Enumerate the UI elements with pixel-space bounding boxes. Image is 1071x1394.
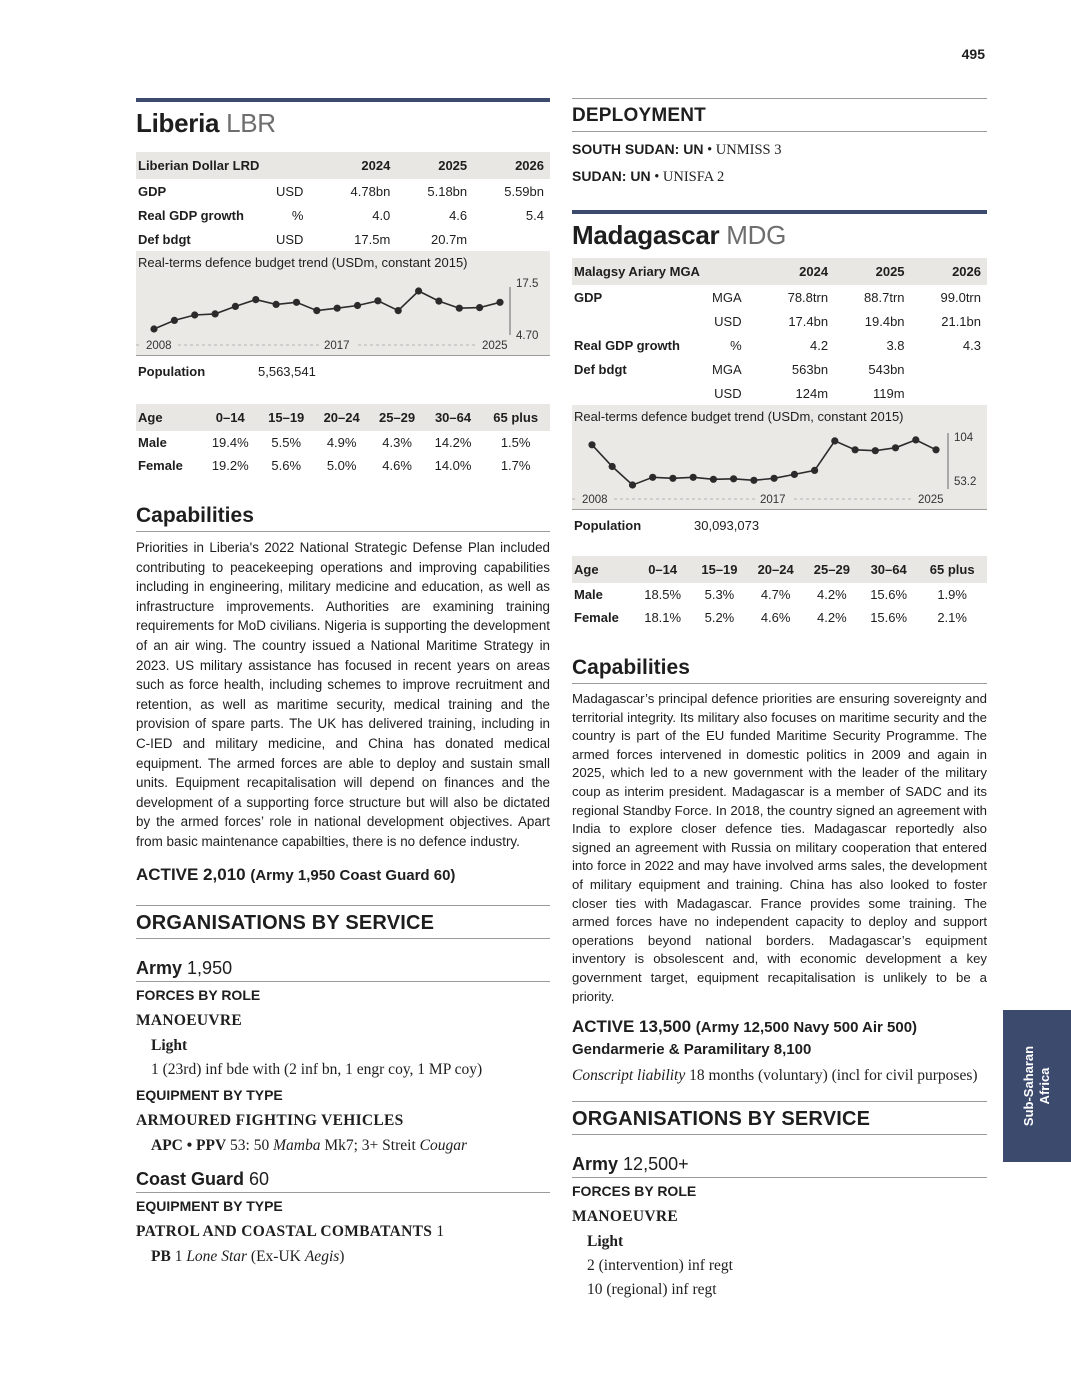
age-cell: 18.5% [644,587,682,602]
deployment-title: DEPLOYMENT [572,98,987,132]
capabilities-title: Capabilities [136,503,550,532]
population-value: 5,563,541 [258,363,316,379]
trend-point [750,477,757,484]
age-header: 25–29 [804,556,860,583]
active-strength [572,1016,987,1039]
row-value: 5.59bn [504,183,544,199]
trend-point [171,317,178,324]
row-value: 563bn [791,361,829,377]
year-header: 2026 [473,152,550,179]
population-label: Population [138,363,206,379]
tab-label-line: Sub-Saharan [1021,1045,1036,1127]
trend-point [415,287,422,294]
age-table-header [136,404,550,431]
row-unit: USD [714,313,742,329]
active-detail: (Army 12,500 Navy 500 Air 500) [695,1019,918,1037]
conscript-text: 18 months (voluntary) (incl for civil purposes) [689,1067,978,1085]
economic-row [572,309,987,333]
trend-max-label: 104 [954,432,974,444]
trend-point [252,296,259,303]
age-cell: 4.7% [760,587,791,602]
age-row-label: Male [574,587,603,602]
light-heading: Light [151,1036,188,1054]
row-label: Real GDP growth [574,337,680,353]
economic-row [572,357,987,381]
country-name: Madagascar [572,220,720,250]
age-cell: 5.0% [326,458,357,473]
service-count: 12,500+ [623,1154,689,1175]
conscript-line [572,1065,987,1087]
age-cell: 4.2% [817,610,847,625]
trend-point [232,303,239,310]
pb-count: 1 [174,1247,183,1265]
trend-svg [572,405,987,509]
age-header: Age [136,404,202,431]
age-row-label: Male [138,435,167,450]
age-header: 65 plus [917,556,987,583]
deployment-mission: • UNMISS 3 [707,142,782,158]
active-main: ACTIVE 2,010 [136,864,246,884]
trend-point [710,476,717,483]
active-main: ACTIVE 13,500 [572,1017,692,1037]
age-cell: 5.5% [271,435,302,450]
economic-table [572,258,987,405]
trend-point [852,446,859,453]
deployment-place: SOUTH SUDAN: UN [572,141,704,157]
x-label-mid: 2017 [324,340,350,352]
row-value: 124m [795,385,829,401]
row-value: 3.8 [886,337,905,353]
age-cell: 15.6% [870,587,908,602]
trend-point [354,302,361,309]
trend-title: Real-terms defence budget trend (USDm, constant 2015) [138,255,468,270]
manoeuvre-heading: MANOEUVRE [572,1208,679,1226]
trend-line [592,440,936,485]
deployment-row [572,163,987,190]
trend-point [293,299,300,306]
economic-row [572,381,987,405]
economic-row [136,179,550,203]
trend-point [669,475,676,482]
row-label: GDP [138,183,167,199]
country-title-bar [572,210,987,214]
pb-close: ) [339,1247,345,1265]
age-row-label: Female [138,458,183,473]
apc-text: Mk7; 3+ Streit [324,1136,416,1154]
trend-point [629,481,636,488]
age-header: 20–24 [748,556,804,583]
trend-point [212,310,219,317]
conscript-label: Conscript liability [572,1067,686,1085]
row-value: 4.78bn [350,183,391,199]
economic-table-header [572,258,987,285]
trend-svg [136,251,550,355]
deployment-mission: • UNISFA 2 [654,169,725,185]
age-cell: 14.0% [434,458,472,473]
row-value: 17.4bn [788,313,829,329]
service-name: Army [136,957,183,978]
deployment-place: SUDAN: UN [572,168,651,184]
light-heading: Light [587,1233,624,1251]
age-header: 65 plus [481,404,550,431]
age-row [572,606,987,629]
age-cell: 4.3% [382,435,412,450]
section-tab-label [1021,1010,1053,1162]
row-value: 19.4bn [864,313,905,329]
year-header: 2026 [911,258,987,285]
trend-point [334,305,341,312]
x-label-mid: 2017 [760,494,786,506]
pcc-count: 1 [436,1222,445,1240]
economic-table [136,152,550,251]
population-row [136,356,550,386]
trend-min-label: 53.2 [954,476,977,488]
economic-row [136,203,550,227]
madagascar-column [572,98,987,1302]
economic-row [572,333,987,357]
age-cell: 4.9% [326,435,357,450]
active-strength [136,864,550,887]
row-value: 17.5m [354,231,391,247]
age-cell: 4.6% [382,458,412,473]
country-code: MDG [726,220,787,250]
service-name: Coast Guard [136,1168,245,1189]
age-table [572,556,987,629]
capabilities-text: Priorities in Liberia's 2022 National Strategic Defense Plan included contributing to peacekeeping operations and improving capabilities including in engineering, military medicine and education, as well as infrastructure improvements. Authorities are examining training requirements for MoD civilians. Nigeria is supporting the development of an air wing. The country issued a National Maritime Strategy in 2023. US military assistance has focused in recent years on areas such as force health, including schemes to improve recruitment and retention, as well as maritime security, medical training and the provision of spare parts. The UK has delivered training, including in C-IED and military medicine, and China has donated medical equipment. The armed forces are able to deploy and sustain small units. Equipment recapitalisation will depend on finances and the development of a supporting force structure but will also be dictated by the armed forces’ role in national development objectives. Apart from basic maintenance capabilties, there is no defence industry. [136,540,550,849]
service-name: Army [572,1154,619,1175]
service-heading [136,957,550,982]
row-label [572,309,712,333]
row-value: 119m [872,385,905,401]
age-row [136,454,550,477]
liberia-column [136,98,550,1269]
equipment-by-type: EQUIPMENT BY TYPE [136,1197,283,1214]
orgs-by-service-title: ORGANISATIONS BY SERVICE [136,905,550,939]
deployment-row [572,136,987,163]
row-value: 5.4 [525,207,544,223]
afv-heading: ARMOURED FIGHTING VEHICLES [136,1111,404,1129]
economic-row [136,227,550,251]
service-count: 60 [249,1168,270,1189]
age-row-label: Female [574,610,619,625]
age-cell: 5.6% [271,458,302,473]
row-value: 88.7trn [864,289,905,305]
pcc-label: PATROL AND COASTAL COMBATANTS [136,1222,433,1240]
age-cell: 1.9% [937,587,967,602]
pcc-heading [136,1219,550,1245]
x-label-start: 2008 [582,494,608,506]
age-cell: 15.6% [870,610,908,625]
orgs-by-service-title: ORGANISATIONS BY SERVICE [572,1101,987,1135]
age-cell: 4.6% [760,610,791,625]
country-title [572,218,987,252]
page-number: 495 [961,46,985,62]
trend-point [730,475,737,482]
age-cell: 5.2% [704,610,735,625]
forces-by-role: FORCES BY ROLE [136,986,261,1003]
unit-line: 10 (regional) inf regt [587,1281,717,1299]
row-label: Def bdgt [574,361,627,377]
row-value: 78.8trn [787,289,829,305]
pb-text: (Ex-UK [250,1247,301,1265]
trend-point [771,475,778,482]
trend-point [588,441,595,448]
service-heading [572,1153,987,1178]
trend-point [872,447,879,454]
trend-point [273,301,280,308]
age-header: 20–24 [314,404,369,431]
row-value: 5.18bn [427,183,468,199]
capabilities-text: Madagascar’s principal defence priorities are ensuring sovereignty and territorial integrity. Its military also focuses on maritime security and the country is part of the EU funded Maritime Security Programme. The armed forces intervened in domestic politics in 2009 and again in 2025, which led to a new government with the leader of the military coup as interim president. Madagascar is a member of SADC and its regional Standby Force. In 2018, the country signed an agreement with India to explore closer defence ties. Madagascar reportedly also signed an agreement with Russia on military cooperation that entered into force in 2022 and may have involved arms sales, the development of military equipment and training. China has also looked to foster closer ties with Madagascar. France provides some training. The armed forces have no independent capacity to deploy and support operations beyond national borders. Madagascar’s equipment inventory is obsolescent and, with economic development a key government target, equipment recapitalisation is unlikely to be a priority. [572,691,987,1004]
age-table [136,404,550,477]
x-label-start: 2008 [146,340,172,352]
row-value [473,227,550,251]
section-side-tab [1003,1010,1071,1162]
age-cell: 2.1% [937,610,967,625]
age-header: 0–14 [202,404,259,431]
age-header: 15–19 [691,556,747,583]
service-count: 1,950 [187,957,233,978]
age-header: 0–14 [634,556,691,583]
currency-label: Malagsy Ariary MGA [572,258,712,285]
age-table-header [572,556,987,583]
x-label-end: 2025 [482,340,508,352]
age-cell: 19.2% [211,458,249,473]
trend-max-label: 17.5 [516,278,539,290]
trend-point [435,298,442,305]
row-value: 543bn [868,361,905,377]
year-header: 2025 [834,258,910,285]
capabilities-title: Capabilities [572,655,987,684]
age-header: 25–29 [369,404,424,431]
trend-point [831,437,838,444]
row-unit: % [730,337,742,353]
row-value [911,357,987,381]
trend-point [191,311,198,318]
trend-point [932,446,939,453]
trend-point [609,463,616,470]
apc-model: Cougar [419,1136,468,1154]
trend-min-label: 4.70 [516,330,539,342]
trend-point [912,436,919,443]
row-value [911,381,987,405]
row-value: 4.6 [449,207,468,223]
unit-line: 2 (intervention) inf regt [587,1257,733,1275]
row-value: 4.3 [962,337,981,353]
budget-trend-chart [572,405,987,509]
age-row [572,583,987,606]
apc-label: APC • PPV [151,1136,227,1154]
trend-point [892,444,899,451]
trend-line [154,291,500,329]
currency-label: Liberian Dollar LRD [136,152,276,179]
row-label: Def bdgt [138,231,191,247]
trend-point [313,307,320,314]
row-value: 99.0trn [940,289,981,305]
gendarmerie-strength [572,1039,987,1061]
service-heading [136,1168,550,1193]
country-name: Liberia [136,108,220,138]
trend-point [374,297,381,304]
age-cell: 1.5% [500,435,531,450]
age-header: 30–64 [425,404,482,431]
equipment-by-type: EQUIPMENT BY TYPE [136,1086,283,1103]
year-header: 2025 [396,152,473,179]
age-cell: 19.4% [211,435,249,450]
forces-by-role: FORCES BY ROLE [572,1183,697,1200]
row-unit: MGA [712,289,742,305]
unit-header [712,258,758,285]
trend-point [649,474,656,481]
economic-table-header [136,152,550,179]
row-value: 4.0 [372,207,391,223]
year-header: 2024 [319,152,396,179]
row-value: 20.7m [431,231,468,247]
pb-model: Lone Star [186,1247,248,1265]
economic-row [572,285,987,309]
country-title [136,106,550,140]
active-detail: (Army 1,950 Coast Guard 60) [250,866,456,884]
pb-model: Aegis [304,1247,340,1265]
apc-text: 53: 50 [230,1136,270,1154]
apc-line [136,1134,550,1158]
age-header: Age [572,556,634,583]
trend-point [496,299,503,306]
age-header: 30–64 [860,556,917,583]
age-row [136,431,550,454]
budget-trend-chart [136,251,550,355]
trend-title: Real-terms defence budget trend (USDm, constant 2015) [574,409,904,424]
manoeuvre-heading: MANOEUVRE [136,1011,243,1029]
pb-label: PB [151,1247,171,1265]
unit-header [276,152,319,179]
trend-point [476,304,483,311]
age-cell: 18.1% [644,610,682,625]
unit-line: 1 (23rd) inf bde with (2 inf bn, 1 engr coy, 1 MP coy) [151,1060,483,1078]
pb-line [136,1245,550,1269]
x-label-end: 2025 [918,494,944,506]
population-label: Population [574,517,642,533]
trend-point [811,467,818,474]
age-cell: 5.3% [704,587,735,602]
trend-point [456,305,463,312]
year-header: 2024 [758,258,834,285]
row-value: 21.1bn [941,313,981,329]
row-label: Real GDP growth [138,207,244,223]
trend-point [395,307,402,314]
row-unit: USD [276,231,304,247]
country-title-bar [136,98,550,102]
row-unit: MGA [712,361,742,377]
row-label [572,381,712,405]
row-unit: % [291,207,304,223]
gendarmerie-text: Gendarmerie & Paramilitary 8,100 [572,1041,812,1059]
population-value: 30,093,073 [694,517,760,533]
row-label: GDP [574,289,603,305]
population-row [572,510,987,540]
row-unit: USD [276,183,304,199]
trend-point [150,325,157,332]
trend-point [791,471,798,478]
deployment-list [572,136,987,190]
row-value: 4.2 [810,337,829,353]
trend-point [690,474,697,481]
age-cell: 4.2% [817,587,847,602]
tab-label-line: Africa [1037,1067,1052,1105]
country-code: LBR [226,108,276,138]
apc-model: Mamba [273,1136,321,1154]
age-header: 15–19 [259,404,314,431]
row-unit: USD [714,385,742,401]
age-cell: 14.2% [434,435,472,450]
age-cell: 1.7% [500,458,531,473]
